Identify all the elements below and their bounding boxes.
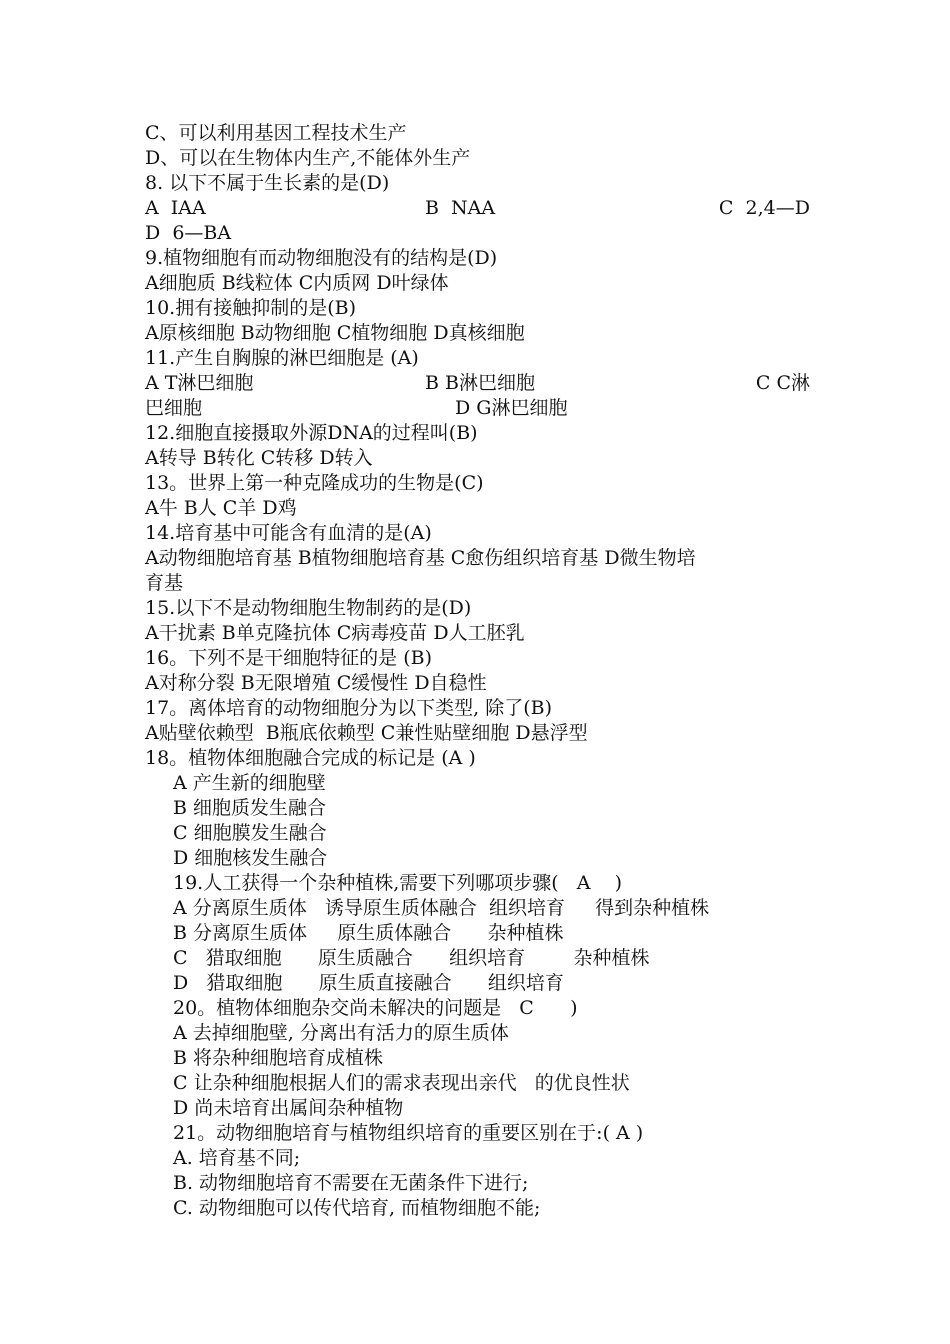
q10-options: A原核细胞 B动物细胞 C植物细胞 D真核细胞 — [145, 322, 525, 344]
question-17: 17。离体培育的动物细胞分为以下类型, 除了(B) — [145, 697, 553, 719]
q8-option-a: A IAA — [145, 197, 206, 219]
q8-options — [145, 196, 810, 221]
q14-options: A动物细胞培育基 B植物细胞培育基 C愈伤组织培育基 D微生物培 — [145, 547, 696, 569]
question-18: 18。植物体细胞融合完成的标记是 (A ) — [145, 747, 476, 769]
q11-option-c-cont: 巴细胞 — [145, 397, 203, 419]
q21-option-c: C. 动物细胞可以传代培育, 而植物细胞不能; — [173, 1197, 541, 1219]
question-13: 13。世界上第一种克隆成功的生物是(C) — [145, 472, 484, 494]
q8-option-b: B NAA — [425, 197, 496, 219]
q15-options: A干扰素 B单克隆抗体 C病毒疫苗 D人工胚乳 — [145, 622, 525, 644]
q19-option-c: C 猎取细胞 原生质融合 组织培育 杂种植株 — [173, 947, 650, 969]
q16-options: A对称分裂 B无限增殖 C缓慢性 D自稳性 — [145, 672, 487, 694]
q18-option-b: B 细胞质发生融合 — [173, 797, 327, 819]
q17-options: A贴壁依赖型 B瓶底依赖型 C兼性贴壁细胞 D悬浮型 — [145, 722, 588, 744]
q11-options-row2 — [145, 396, 810, 421]
q12-options: A转导 B转化 C转移 D转入 — [145, 447, 373, 469]
question-21: 21。动物细胞培育与植物组织培育的重要区别在于:( A ) — [173, 1122, 644, 1144]
q18-option-c: C 细胞膜发生融合 — [173, 822, 327, 844]
q8-option-d: D 6—BA — [145, 222, 232, 244]
question-19: 19.人工获得一个杂种植株,需要下列哪项步骤( A ) — [173, 872, 623, 894]
q18-option-a: A 产生新的细胞壁 — [173, 772, 326, 794]
q20-option-c: C 让杂种细胞根据人们的需求表现出亲代 的优良性状 — [173, 1072, 630, 1094]
q9-options: A细胞质 B线粒体 C内质网 D叶绿体 — [145, 272, 449, 294]
q11-option-b: B B淋巴细胞 — [425, 372, 535, 394]
q20-option-b: B 将杂种细胞培育成植株 — [173, 1047, 384, 1069]
question-14: 14.培育基中可能含有血清的是(A) — [145, 522, 432, 544]
q11-option-c: C C淋 — [755, 372, 810, 394]
q11-option-a: A T淋巴细胞 — [145, 372, 254, 394]
q19-option-a: A 分离原生质体 诱导原生质体融合 组织培育 得到杂种植株 — [173, 897, 710, 919]
question-20: 20。植物体细胞杂交尚未解决的问题是 C ) — [173, 997, 578, 1019]
q8-option-c: C 2,4—D — [718, 197, 810, 219]
q20-option-d: D 尚未培育出属间杂种植物 — [173, 1097, 404, 1119]
question-9: 9.植物细胞有而动物细胞没有的结构是(D) — [145, 247, 498, 269]
text-line: D、可以在生物体内生产,不能体外生产 — [145, 147, 471, 169]
q11-options-row1 — [145, 371, 810, 396]
document-body — [145, 121, 810, 1221]
q19-option-b: B 分离原生质体 原生质体融合 杂种植株 — [173, 922, 564, 944]
text-line: C、可以利用基因工程技术生产 — [145, 122, 407, 144]
q14-options-cont: 育基 — [145, 572, 184, 594]
q21-option-b: B. 动物细胞培育不需要在无菌条件下进行; — [173, 1172, 529, 1194]
q13-options: A牛 B人 C羊 D鸡 — [145, 497, 297, 519]
question-10: 10.拥有接触抑制的是(B) — [145, 297, 357, 319]
q11-option-d: D G淋巴细胞 — [455, 397, 568, 419]
question-12: 12.细胞直接摄取外源DNA的过程叫(B) — [145, 422, 478, 444]
question-16: 16。下列不是干细胞特征的是 (B) — [145, 647, 433, 669]
q18-option-d: D 细胞核发生融合 — [173, 847, 328, 869]
question-8: 8. 以下不属于生长素的是(D) — [145, 172, 390, 194]
question-15: 15.以下不是动物细胞生物制药的是(D) — [145, 597, 472, 619]
q20-option-a: A 去掉细胞壁, 分离出有活力的原生质体 — [173, 1022, 509, 1044]
q21-option-a: A. 培育基不同; — [173, 1147, 301, 1169]
question-11: 11.产生自胸腺的淋巴细胞是 (A) — [145, 347, 419, 369]
q19-option-d: D 猎取细胞 原生质直接融合 组织培育 — [173, 972, 564, 994]
